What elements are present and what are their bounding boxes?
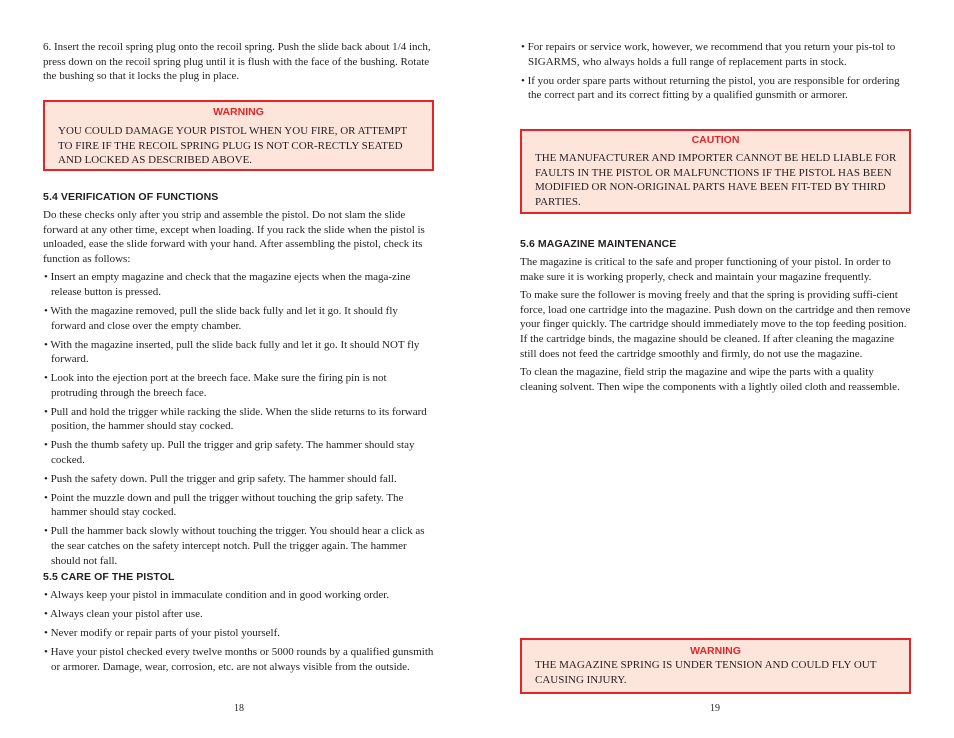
caution-text: THE MANUFACTURER AND IMPORTER CANNOT BE HELD LIABLE FOR FAULTS IN THE PISTOL OR MALFUNCTIONS IF THE PISTOL HAS BEEN MODIFIED OR NON-ORIGINAL PARTS HAVE BEEN FIT-TED BY THIRD PARTIES. — [535, 152, 897, 208]
caution-box — [520, 129, 911, 214]
list-item: • With the magazine inserted, pull the slide back fully and let it go. It should NOT fly forward. — [44, 338, 420, 366]
list-item: • Have your pistol checked every twelve months or 5000 rounds by a qualified gunsmith or armorer. Damage, wear, corrosion, etc. are not always visible from the outside. — [44, 645, 434, 673]
section-heading-5-6: 5.6 MAGAZINE MAINTENANCE — [520, 238, 677, 250]
list-item: • For repairs or service work, however, we recommend that you return your pis-tol to SIGARMS, who always holds a full range of replacement parts in stock. — [521, 41, 896, 68]
section-5-6-paragraph: To clean the magazine, field strip the magazine and wipe the parts with a quality cleaning solvent. Then wipe the components with a lightly oiled cloth and reassemble. — [520, 366, 900, 393]
left-page — [43, 0, 434, 738]
list-item: • Point the muzzle down and pull the trigger without touching the grip safety. The hammer should stay cocked. — [44, 491, 404, 519]
section-5-6-paragraph: The magazine is critical to the safe and proper functioning of your pistol. In order to make sure it is working properly, check and maintain your magazine frequently. — [520, 256, 891, 283]
warning-text: YOU COULD DAMAGE YOUR PISTOL WHEN YOU FIRE, OR ATTEMPT TO FIRE IF THE RECOIL SPRING PLUG IS NOT COR-RECTLY SEATED AND LOCKED AS DESCRIBED ABOVE. — [58, 125, 407, 167]
section-5-4-intro: Do these checks only after you strip and assemble the pistol. Do not slam the slide forward at any other time, except when loading. If you rack the slide when the pistol is unloaded, ease the slide forward with your hand. After assembling the pistol, check its function as follows: — [43, 209, 425, 265]
list-item: • Push the safety down. Pull the trigger and grip safety. The hammer should fall. — [44, 472, 397, 485]
page-number-left: 18 — [234, 703, 244, 714]
caution-label: CAUTION — [691, 134, 740, 146]
section-5-5 — [43, 571, 434, 679]
warning-label: WARNING — [213, 106, 264, 118]
list-item: • Always clean your pistol after use. — [44, 607, 203, 620]
list-item: • If you order spare parts without returning the pistol, you are responsible for ordering the correct part and its correct fitting by a qualified gunsmith or armorer. — [521, 74, 900, 102]
warning-text: THE MAGAZINE SPRING IS UNDER TENSION AND COULD FLY OUT CAUSING INJURY. — [535, 659, 877, 686]
section-heading-5-4: 5.4 VERIFICATION OF FUNCTIONS — [43, 191, 219, 203]
list-item: • Pull and hold the trigger while racking the slide. When the slide returns to its forward position, the hammer should stay cocked. — [44, 405, 427, 433]
list-item: • Never modify or repair parts of your pistol yourself. — [44, 626, 281, 639]
list-item: • Insert an empty magazine and check that the magazine ejects when the maga-zine release button is pressed. — [44, 271, 411, 298]
page-number-right: 19 — [710, 703, 720, 714]
warning-box-recoil — [43, 100, 434, 171]
list-item: • Always keep your pistol in immaculate condition and in good working order. — [44, 589, 390, 601]
list-item: • Push the thumb safety up. Pull the trigger and grip safety. The hammer should stay cocked. — [44, 439, 415, 466]
service-bullets — [520, 40, 911, 107]
section-5-4 — [43, 191, 434, 573]
list-item: • With the magazine removed, pull the slide back fully and let it go. It should fly forward and close over the empty chamber. — [44, 304, 398, 332]
section-5-6 — [520, 238, 911, 398]
step-6-text: 6. Insert the recoil spring plug onto the recoil spring. Push the slide back about 1/4 inch, press down on the recoil spring plug until it is flush with the face of the bushing. Rotate the bushing so that it locks the plug in place. — [43, 41, 431, 83]
warning-box-magazine — [520, 638, 911, 694]
section-5-6-paragraph: To make sure the follower is moving freely and that the spring is providing suffi-cient force, load one cartridge into the magazine. Push down on the cartridge and then remove your finger quickly. The cartridge should immediately move to the top feeding position. If the cartridge binds, the magazine should be cleaned. If after cleaning the magazine still does not feed the cartridge smoothly and firmly, do not use the magazine. — [520, 289, 911, 360]
section-heading-5-5: 5.5 CARE OF THE PISTOL — [43, 571, 175, 583]
right-page — [520, 0, 911, 738]
list-item: • Look into the ejection port at the breech face. Make sure the firing pin is not protruding through the breech face. — [44, 372, 387, 399]
warning-label: WARNING — [690, 645, 741, 657]
list-item: • Pull the hammer back slowly without touching the trigger. You should hear a click as the sear catches on the safety intercept notch. Pull the trigger again. The hammer should not fall. — [44, 525, 425, 567]
